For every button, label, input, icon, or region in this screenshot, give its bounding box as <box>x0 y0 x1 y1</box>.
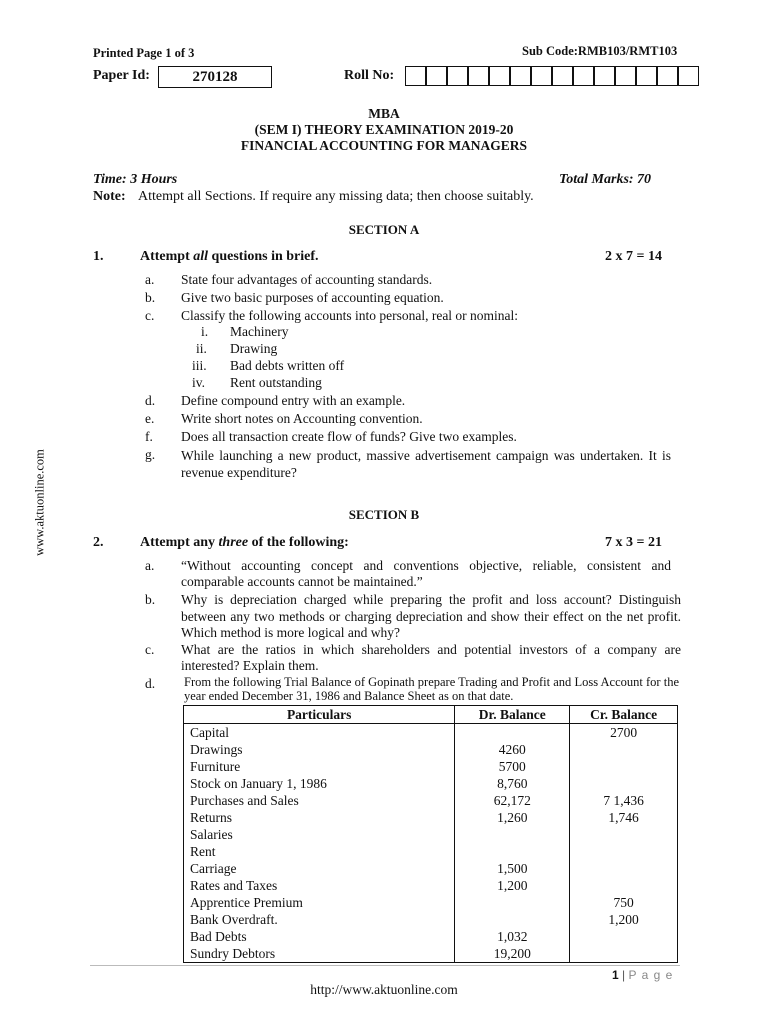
dr-balance-cell: 1,260 <box>455 809 570 826</box>
question-1a: State four advantages of accounting standards. <box>181 272 433 287</box>
particulars-cell: Rent <box>184 843 455 860</box>
question-2c: What are the ratios in which shareholders and potential investors of a company are interested? Explain them. <box>181 642 681 673</box>
dr-balance-cell <box>455 911 570 928</box>
particulars-cell: Salaries <box>184 826 455 843</box>
paper-id-value: 270128 <box>158 66 272 88</box>
section-a-heading: SECTION A <box>348 222 420 237</box>
roll-no-box[interactable] <box>657 66 678 86</box>
side-watermark: www.aktuonline.com <box>32 449 47 556</box>
dr-balance-cell: 1,032 <box>455 928 570 945</box>
table-row <box>184 724 678 742</box>
item-letter: c. <box>145 308 155 323</box>
table-row <box>184 758 678 775</box>
roll-no-box[interactable] <box>468 66 489 86</box>
page-number: 1 <box>612 968 619 982</box>
item-letter: c. <box>145 642 155 657</box>
trial-balance-table <box>183 705 678 963</box>
particulars-cell: Rates and Taxes <box>184 877 455 894</box>
question-2-marks: 7 x 3 = 21 <box>605 535 662 550</box>
footer-url[interactable]: http://www.aktuonline.com <box>310 982 458 997</box>
cr-balance-cell <box>570 860 678 877</box>
section-b-heading: SECTION B <box>348 507 420 522</box>
subitem-text: Bad debts written off <box>230 358 345 373</box>
item-letter: e. <box>145 411 155 426</box>
column-header-particulars: Particulars <box>184 706 455 724</box>
particulars-cell: Carriage <box>184 860 455 877</box>
roll-no-box[interactable] <box>447 66 468 86</box>
item-letter: d. <box>145 393 156 408</box>
particulars-cell: Returns <box>184 809 455 826</box>
particulars-cell: Stock on January 1, 1986 <box>184 775 455 792</box>
cr-balance-cell <box>570 741 678 758</box>
cr-balance-cell <box>570 826 678 843</box>
roll-no-box[interactable] <box>510 66 531 86</box>
roll-no-box[interactable] <box>615 66 636 86</box>
roll-no-box[interactable] <box>552 66 573 86</box>
dr-balance-cell: 19,200 <box>455 945 570 963</box>
table-row <box>184 911 678 928</box>
cr-balance-cell <box>570 877 678 894</box>
item-letter: b. <box>145 290 156 305</box>
particulars-cell: Bank Overdraft. <box>184 911 455 928</box>
roll-no-box[interactable] <box>531 66 552 86</box>
printed-page-label: Printed Page 1 of 3 <box>93 46 195 60</box>
column-header-dr-balance: Dr. Balance <box>455 706 570 724</box>
cr-balance-cell <box>570 775 678 792</box>
subitem-text: Machinery <box>230 324 289 339</box>
dr-balance-cell <box>455 724 570 742</box>
roll-no-box[interactable] <box>678 66 699 86</box>
subitem-number: ii. <box>196 341 207 356</box>
question-1e: Write short notes on Accounting convention. <box>181 411 423 426</box>
item-letter: b. <box>145 592 156 607</box>
dr-balance-cell: 5700 <box>455 758 570 775</box>
dr-balance-cell <box>455 826 570 843</box>
item-letter: d. <box>145 676 156 691</box>
title-exam: (SEM I) THEORY EXAMINATION 2019-20 <box>254 122 514 137</box>
roll-no-box[interactable] <box>573 66 594 86</box>
dr-balance-cell: 1,500 <box>455 860 570 877</box>
table-row <box>184 894 678 911</box>
item-letter: a. <box>145 272 155 287</box>
cr-balance-cell <box>570 945 678 963</box>
item-letter: a. <box>145 558 155 573</box>
note-text: Attempt all Sections. If require any missing data; then choose suitably. <box>138 189 534 204</box>
table-row <box>184 809 678 826</box>
dr-balance-cell: 4260 <box>455 741 570 758</box>
table-row <box>184 826 678 843</box>
subitem-number: iv. <box>192 375 205 390</box>
question-1b: Give two basic purposes of accounting equation. <box>181 290 444 305</box>
total-marks: Total Marks: 70 <box>559 172 652 187</box>
roll-no-box[interactable] <box>426 66 447 86</box>
question-2-number: 2. <box>93 535 104 550</box>
question-2b: Why is depreciation charged while preparing the profit and loss account? Distinguish between any two methods or charging depreciation and show their effect on the net profit. Which method is more logical and why? <box>181 592 681 640</box>
table-row <box>184 945 678 963</box>
dr-balance-cell: 62,172 <box>455 792 570 809</box>
subitem-number: iii. <box>192 358 207 373</box>
table-row <box>184 877 678 894</box>
subitem-text: Rent outstanding <box>230 375 322 390</box>
page-footer <box>612 968 673 982</box>
roll-no-box[interactable] <box>636 66 657 86</box>
particulars-cell: Drawings <box>184 741 455 758</box>
particulars-cell: Furniture <box>184 758 455 775</box>
sub-code-label: Sub Code:RMB103/RMT103 <box>522 44 678 58</box>
question-1d: Define compound entry with an example. <box>181 393 406 408</box>
paper-id-label: Paper Id: <box>93 68 150 83</box>
table-row <box>184 741 678 758</box>
cr-balance-cell <box>570 843 678 860</box>
title-programme: MBA <box>368 106 400 121</box>
table-row <box>184 928 678 945</box>
question-1-instruction: Attempt all questions in brief. <box>140 249 319 264</box>
question-1f: Does all transaction create flow of funds? Give two examples. <box>181 429 517 444</box>
question-1c: Classify the following accounts into personal, real or nominal: <box>181 308 519 323</box>
dr-balance-cell: 1,200 <box>455 877 570 894</box>
cr-balance-cell: 750 <box>570 894 678 911</box>
question-1-number: 1. <box>93 249 104 264</box>
question-1-marks: 2 x 7 = 14 <box>605 249 662 264</box>
question-2-instruction: Attempt any three of the following: <box>140 535 349 550</box>
note-label: Note: <box>93 189 126 204</box>
roll-no-label: Roll No: <box>344 68 395 83</box>
cr-balance-cell: 1,200 <box>570 911 678 928</box>
cr-balance-cell: 2700 <box>570 724 678 742</box>
particulars-cell: Bad Debts <box>184 928 455 945</box>
particulars-cell: Apprentice Premium <box>184 894 455 911</box>
roll-no-box[interactable] <box>594 66 615 86</box>
footer-divider <box>90 965 680 966</box>
question-1g: While launching a new product, massive advertisement campaign was undertaken. It is revenue expenditure? <box>181 448 671 480</box>
roll-no-box[interactable] <box>489 66 510 86</box>
column-header-cr-balance: Cr. Balance <box>570 706 678 724</box>
time-allowed: Time: 3 Hours <box>93 172 178 187</box>
table-row <box>184 860 678 877</box>
dr-balance-cell: 8,760 <box>455 775 570 792</box>
dr-balance-cell <box>455 843 570 860</box>
cr-balance-cell: 1,746 <box>570 809 678 826</box>
page-separator: | <box>622 968 626 982</box>
roll-no-box[interactable] <box>405 66 426 86</box>
question-2d: From the following Trial Balance of Gopinath prepare Trading and Profit and Loss Account for the year ended December 31, 1986 and Balance Sheet as on that date. <box>184 675 679 703</box>
cr-balance-cell: 7 1,436 <box>570 792 678 809</box>
particulars-cell: Purchases and Sales <box>184 792 455 809</box>
particulars-cell: Capital <box>184 724 455 742</box>
cr-balance-cell <box>570 928 678 945</box>
cr-balance-cell <box>570 758 678 775</box>
question-2a: “Without accounting concept and conventions objective, reliable, consistent and comparable accounts cannot be maintained.” <box>181 558 671 589</box>
table-row <box>184 843 678 860</box>
subitem-text: Drawing <box>230 341 278 356</box>
item-letter: f. <box>145 429 153 444</box>
title-subject: FINANCIAL ACCOUNTING FOR MANAGERS <box>240 138 528 153</box>
subitem-number: i. <box>201 324 209 339</box>
item-letter: g. <box>145 447 156 462</box>
page-word: P a g e <box>628 968 674 982</box>
table-row <box>184 775 678 792</box>
table-header-row <box>184 706 678 724</box>
dr-balance-cell <box>455 894 570 911</box>
table-row <box>184 792 678 809</box>
particulars-cell: Sundry Debtors <box>184 945 455 963</box>
